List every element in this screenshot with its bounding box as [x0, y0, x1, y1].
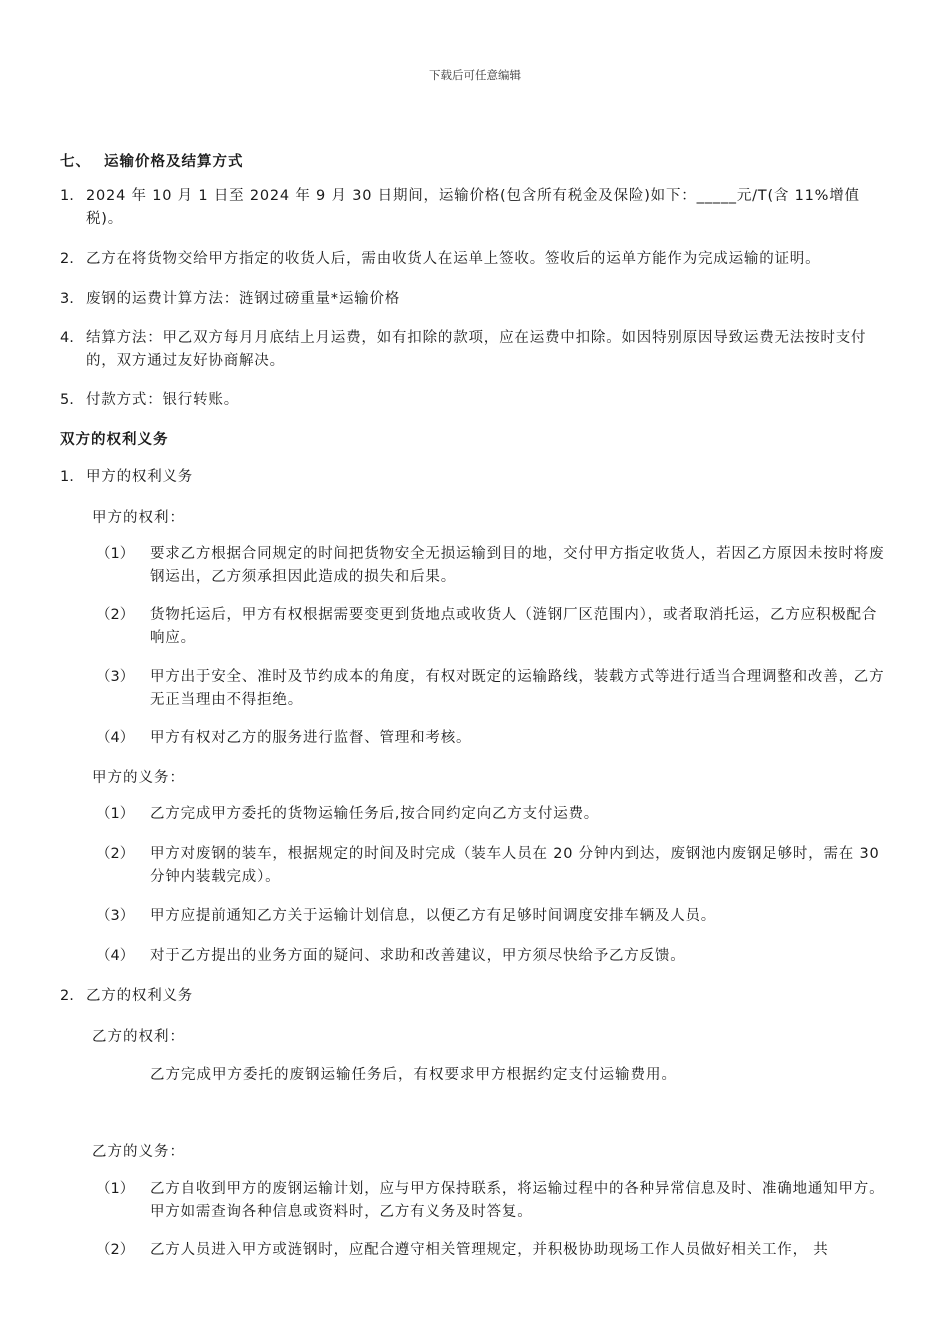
party-b-rights-label: 乙方的权利： [92, 1029, 185, 1045]
item-number: 4. [60, 330, 74, 346]
party-a-rights-label: 甲方的权利： [92, 510, 185, 526]
party-a-duties-label: 甲方的义务： [92, 770, 185, 786]
item-number: 2. [60, 251, 74, 267]
sub-item-number: （2） [96, 1242, 135, 1258]
header-note: 下载后可任意编辑 [429, 68, 521, 82]
section-7-item-2 [60, 248, 892, 271]
sub-item-number: （2） [96, 607, 135, 623]
party-a-right-3 [96, 666, 892, 712]
sub-item-number: （3） [96, 908, 135, 924]
sub-item-text: 要求乙方根据合同规定的时间把货物安全无损运输到目的地，交付甲方指定收货人，若因乙方原因未按时将废钢运出，乙方须承担因此造成的损失和后果。 [150, 546, 885, 585]
item-number: 2. [60, 988, 74, 1004]
party-a-right-1 [96, 543, 892, 589]
item-text: 甲方的权利义务 [86, 469, 194, 485]
sub-item-number: （4） [96, 948, 135, 964]
sub-item-text: 乙方人员进入甲方或涟钢时，应配合遵守相关管理规定，并积极协助现场工作人员做好相关工作， 共 [150, 1242, 829, 1258]
item-number: 1. [60, 469, 74, 485]
sub-item-text: 对于乙方提出的业务方面的疑问、求助和改善建议，甲方须尽快给予乙方反馈。 [150, 948, 686, 964]
item-text: 结算方法：甲乙双方每月月底结上月运费，如有扣除的款项，应在运费中扣除。如因特别原因导致运费无法按时支付的，双方通过友好协商解决。 [86, 330, 867, 369]
party-b-heading [60, 985, 892, 1008]
party-a-right-4 [96, 727, 892, 750]
item-text: 废钢的运费计算方法：涟钢过磅重量*运输价格 [86, 291, 401, 307]
party-b-duty-2 [96, 1239, 892, 1262]
section-7-number: 七、 [60, 154, 91, 170]
party-a-duty-3 [96, 905, 892, 928]
party-a-heading [60, 466, 892, 489]
sub-item-text: 乙方完成甲方委托的货物运输任务后,按合同约定向乙方支付运费。 [150, 806, 600, 822]
section-7-title [60, 150, 244, 171]
sub-item-text: 甲方有权对乙方的服务进行监督、管理和考核。 [150, 730, 472, 746]
party-b-duties-label: 乙方的义务： [92, 1144, 185, 1160]
item-text: 乙方的权利义务 [86, 988, 194, 1004]
party-b-duty-1 [96, 1178, 892, 1224]
sub-item-number: （1） [96, 546, 135, 562]
sub-item-text: 甲方出于安全、准时及节约成本的角度，有权对既定的运输路线，装载方式等进行适当合理调整和改善，乙方无正当理由不得拒绝。 [150, 669, 885, 708]
item-text: 2024 年 10 月 1 日至 2024 年 9 月 30 日期间，运输价格(包含所有税金及保险)如下：_____元/T(含 11%增值税)。 [86, 188, 860, 227]
section-7-item-4 [60, 327, 892, 373]
party-a-duty-1 [96, 803, 892, 826]
sub-item-number: （2） [96, 846, 135, 862]
party-a-right-2 [96, 604, 892, 650]
sub-item-text: 甲方对废钢的装车，根据规定的时间及时完成（装车人员在 20 分钟内到达，废钢池内废钢足够时，需在 30 分钟内装载完成）。 [150, 846, 880, 885]
party-a-duty-4 [96, 945, 892, 968]
sub-item-number: （3） [96, 669, 135, 685]
party-a-duty-2 [96, 843, 892, 889]
sub-item-text: 乙方自收到甲方的废钢运输计划，应与甲方保持联系，将运输过程中的各种异常信息及时、准确地通知甲方。甲方如需查询各种信息或资料时，乙方有义务及时答复。 [150, 1181, 885, 1220]
section-7-item-1 [60, 185, 892, 231]
section-7-title-text: 运输价格及结算方式 [104, 154, 244, 170]
item-text: 乙方在将货物交给甲方指定的收货人后，需由收货人在运单上签收。签收后的运单方能作为完成运输的证明。 [86, 251, 821, 267]
sub-item-number: （1） [96, 806, 135, 822]
item-number: 1. [60, 188, 74, 204]
party-b-rights-text: 乙方完成甲方委托的废钢运输任务后，有权要求甲方根据约定支付运输费用。 [150, 1067, 677, 1083]
section-7-item-5 [60, 389, 892, 412]
item-number: 3. [60, 291, 74, 307]
sub-item-text: 货物托运后，甲方有权根据需要变更到货地点或收货人（涟钢厂区范围内），或者取消托运，乙方应积极配合响应。 [150, 607, 878, 646]
sub-item-text: 甲方应提前通知乙方关于运输计划信息，以便乙方有足够时间调度安排车辆及人员。 [150, 908, 717, 924]
rights-duties-title: 双方的权利义务 [60, 432, 169, 448]
sub-item-number: （4） [96, 730, 135, 746]
item-number: 5. [60, 392, 74, 408]
section-7-item-3 [60, 288, 892, 311]
item-text: 付款方式：银行转账。 [86, 392, 239, 408]
sub-item-number: （1） [96, 1181, 135, 1197]
